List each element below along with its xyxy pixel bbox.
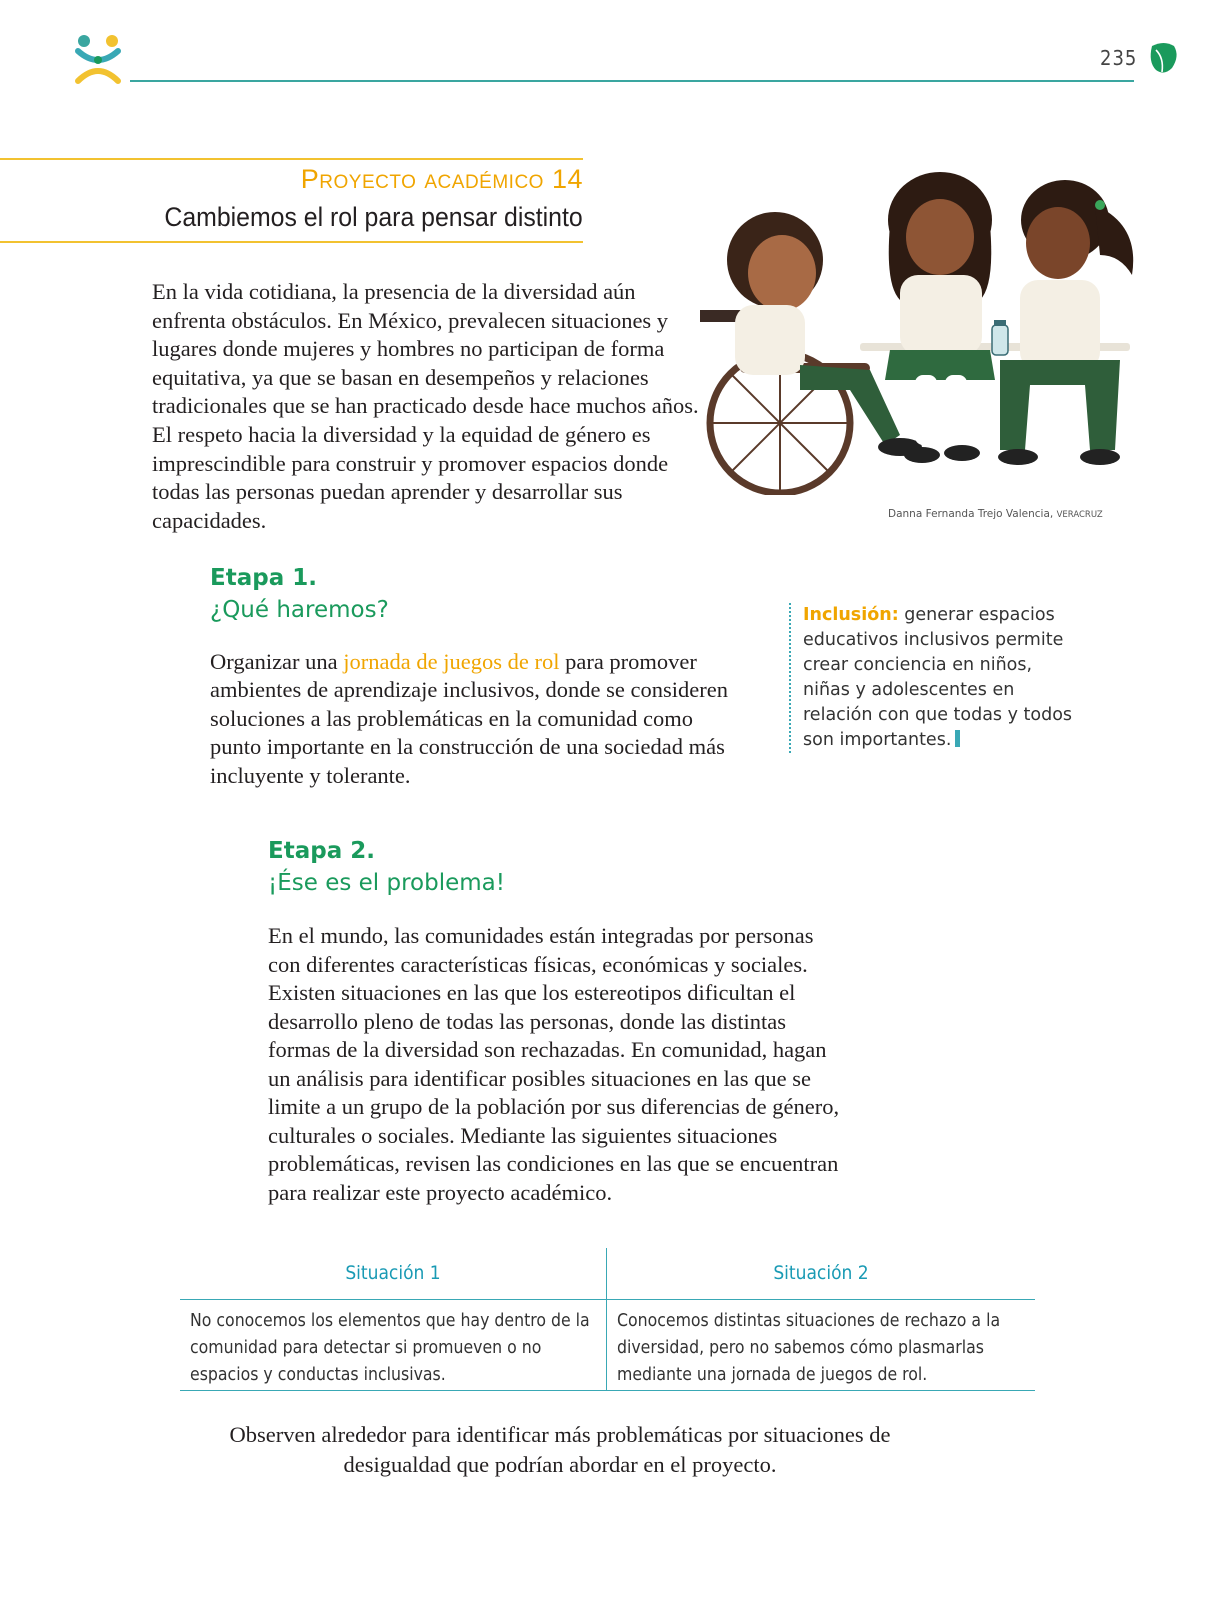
table-header-situation-2: Situación 2: [773, 1262, 869, 1284]
glossary-note: [789, 603, 1078, 753]
intro-paragraph: En la vida cotidiana, la presencia de la diversidad aún enfrenta obstáculos. En México, prevalecen situaciones y lugares donde mujeres y hombres no participan de forma equitativa, ya que se basan en desempeños y relaciones tradicionales que se han practicado desde hace muchos años. El respeto hacia la diversidad y la equidad de género es imprescindible para construir y promover espacios donde todas las personas puedan aprender y desarrollar sus capacidades.: [152, 279, 699, 533]
project-title: Cambiemos el rol para pensar distinto: [164, 202, 583, 232]
table-cell-situation-1: No conocemos los elementos que hay dentro de la comunidad para detectar si promueven o no espacios y conductas inclusivas.: [190, 1311, 590, 1385]
table-header-rule: [180, 1299, 1035, 1300]
stage1-heading: [210, 562, 389, 626]
header-rule: [130, 80, 1134, 82]
glossary-end-mark-icon: [955, 730, 960, 747]
stage1-highlight: jornada de juegos de rol: [343, 649, 560, 674]
leaf-icon: [1146, 40, 1180, 76]
glossary-term: Inclusión:: [803, 605, 899, 625]
illustration-credit: [888, 508, 1103, 520]
title-rule-bottom: [0, 241, 583, 243]
credit-place: VERACRUZ: [1056, 510, 1103, 520]
table-bottom-rule: [180, 1390, 1035, 1391]
intertwined-figures-logo-icon: [72, 33, 124, 85]
table-header-situation-1: Situación 1: [345, 1262, 441, 1284]
table-column-divider: [606, 1248, 607, 1390]
page-number: 235: [1100, 46, 1138, 70]
stage2-number: Etapa 2.: [268, 838, 375, 864]
stage1-title: ¿Qué haremos?: [210, 597, 389, 623]
glossary-definition: generar espacios educativos inclusivos permite crear conciencia en niños, niñas y adolescentes en relación con que todas y todos son importantes.: [803, 605, 1073, 750]
stage1-text-after: para promover ambientes de aprendizaje inclusivos, donde se consideren soluciones a las problemáticas en la comunidad como punto importante en la construcción de una sociedad más incluyente y tolerante.: [210, 649, 728, 788]
title-rule-top: [0, 158, 583, 160]
stage1-paragraph: [210, 648, 730, 790]
closing-paragraph: Observen alrededor para identificar más problemáticas por situaciones de desigualdad que podrían abordar en el proyecto.: [229, 1422, 891, 1477]
students-illustration: [700, 165, 1170, 495]
stage2-heading: [268, 835, 505, 899]
table-cell-situation-2: Conocemos distintas situaciones de rechazo a la diversidad, pero no sabemos cómo plasmarlas mediante una jornada de juegos de rol.: [617, 1311, 1001, 1385]
project-kicker: Proyecto académico 14: [300, 164, 583, 194]
stage1-number: Etapa 1.: [210, 565, 317, 591]
stage2-paragraph: En el mundo, las comunidades están integradas por personas con diferentes características físicas, económicas y sociales. Existen situaciones en las que los estereotipos dificultan el desarrollo pleno de todas las personas, donde las distintas formas de la diversidad son rechazadas. En comunidad, hagan un análisis para identificar posibles situaciones en las que se limite a un grupo de la población por sus diferencias de género, culturales o sociales. Mediante las siguientes situaciones problemáticas, revisen las condiciones en las que se encuentran para realizar este proyecto académico.: [268, 923, 840, 1205]
stage2-title: ¡Ése es el problema!: [268, 870, 505, 896]
credit-name: Danna Fernanda Trejo Valencia,: [888, 508, 1054, 520]
stage1-text-before: Organizar una: [210, 649, 344, 674]
